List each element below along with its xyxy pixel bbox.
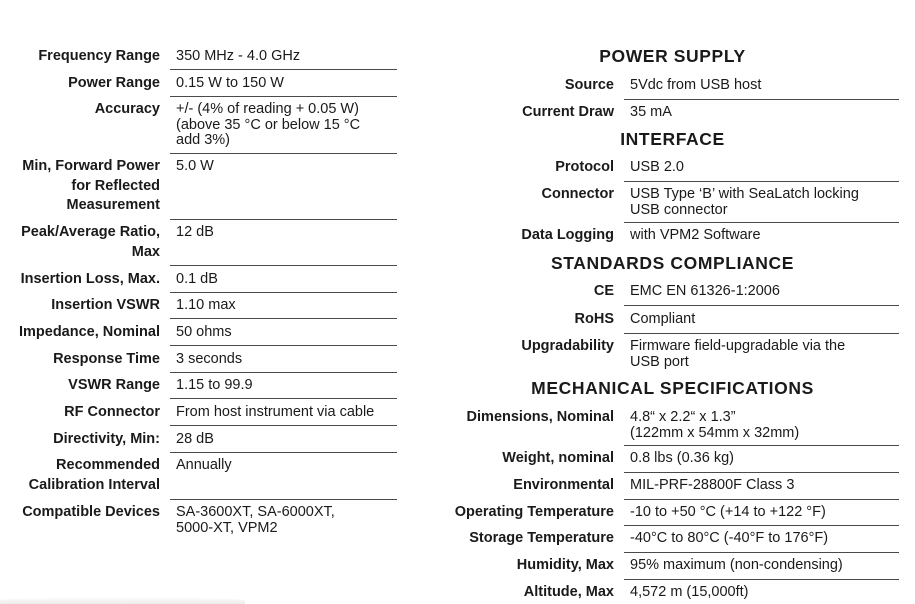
section-title: INTERFACE: [620, 129, 725, 149]
spec-value: 28 dB: [176, 431, 214, 447]
row-divider: [624, 181, 899, 182]
spec-value: 50 ohms: [176, 324, 232, 340]
spec-value: 350 MHz - 4.0 GHz: [176, 48, 301, 64]
spec-row: [0, 323, 420, 340]
spec-row: [0, 100, 420, 148]
spec-label: Protocol: [555, 159, 614, 175]
spec-value: SA-3600XT, SA-6000XT, 5000-XT, VPM2: [176, 504, 335, 536]
spec-value: with VPM2 Software: [630, 227, 761, 243]
spec-row: [0, 430, 420, 447]
spec-label: Compatible Devices: [22, 504, 160, 520]
spec-row: [430, 282, 915, 299]
spec-label: Accuracy: [94, 101, 160, 117]
spec-value: USB Type ‘B’ with SeaLatch locking USB connector: [630, 186, 859, 218]
spec-row: [0, 157, 420, 213]
row-divider: [624, 445, 899, 446]
spec-row: [430, 158, 915, 175]
spec-value: 12 dB: [176, 224, 214, 240]
spec-row: [430, 583, 915, 600]
row-divider: [170, 372, 397, 373]
row-divider: [170, 153, 397, 154]
row-divider: [170, 69, 397, 70]
spec-label: Impedance, Nominal: [18, 324, 160, 340]
spec-value: USB 2.0: [630, 159, 684, 175]
spec-row: [430, 337, 915, 370]
spec-value: Firmware field-upgradable via the USB port: [630, 338, 846, 370]
spec-label: Humidity, Max: [516, 557, 614, 573]
spec-row: [0, 270, 420, 287]
spec-row: [430, 503, 915, 520]
spec-label: Source: [564, 77, 614, 93]
spec-label: RoHS: [574, 311, 614, 327]
left-spec-table: [0, 0, 420, 604]
row-divider: [624, 222, 899, 223]
spec-value: -10 to +50 °C (+14 to +122 °F): [630, 504, 826, 520]
spec-row: [430, 408, 915, 441]
spec-value: MIL-PRF-28800F Class 3: [630, 477, 795, 493]
row-divider: [170, 265, 397, 266]
spec-label: VSWR Range: [68, 377, 160, 393]
spec-row: [0, 223, 420, 260]
spec-row: [430, 449, 915, 466]
spec-label: Dimensions, Nominal: [466, 409, 614, 425]
spec-value: Compliant: [630, 311, 696, 327]
spec-label: Response Time: [53, 351, 160, 367]
row-divider: [624, 305, 899, 306]
spec-row: [0, 403, 420, 420]
spec-label: Connector: [541, 186, 614, 202]
spec-row: [0, 296, 420, 313]
spec-value: -40°C to 80°C (-40°F to 176°F): [630, 530, 829, 546]
spec-row: [430, 226, 915, 243]
row-divider: [170, 96, 397, 97]
spec-label: Environmental: [513, 477, 614, 493]
spec-label: Upgradability: [521, 338, 614, 354]
spec-value: 0.15 W to 150 W: [176, 75, 284, 91]
spec-row: [430, 185, 915, 218]
spec-label: Insertion Loss, Max.: [20, 271, 160, 287]
spec-value: 4.8“ x 2.2“ x 1.3” (122mm x 54mm x 32mm): [630, 409, 800, 441]
spec-value: 5.0 W: [176, 158, 214, 174]
spec-label: Storage Temperature: [469, 530, 614, 546]
spec-value: +/- (4% of reading + 0.05 W) (above 35 °C or below 15 °C add 3%): [176, 101, 361, 148]
spec-label: Peak/Average Ratio, Max: [21, 224, 160, 260]
row-divider: [624, 472, 899, 473]
spec-value: 5Vdc from USB host: [630, 77, 762, 93]
row-divider: [624, 99, 899, 100]
spec-value: 1.15 to 99.9: [176, 377, 253, 393]
spec-label: Frequency Range: [38, 48, 160, 64]
spec-label: Power Range: [68, 75, 160, 91]
right-spec-table: [430, 0, 915, 604]
row-divider: [170, 452, 397, 453]
spec-row: [0, 350, 420, 367]
row-divider: [170, 219, 397, 220]
spec-row: [430, 529, 915, 546]
row-divider: [624, 499, 899, 500]
spec-value: From host instrument via cable: [176, 404, 375, 420]
spec-row: [430, 310, 915, 327]
spec-value: 1.10 max: [176, 297, 236, 313]
spec-row: [0, 503, 420, 536]
section-title: STANDARDS COMPLIANCE: [550, 253, 795, 273]
row-divider: [170, 398, 397, 399]
spec-value: 95% maximum (non-condensing): [630, 557, 843, 573]
row-divider: [624, 525, 899, 526]
spec-row: [0, 74, 420, 91]
spec-value: 4,572 m (15,000ft): [630, 584, 749, 600]
spec-value: 0.8 lbs (0.36 kg): [630, 450, 734, 466]
row-divider: [170, 345, 397, 346]
spec-value: 3 seconds: [176, 351, 243, 367]
spec-value: Annually: [176, 457, 232, 473]
spec-row: [430, 103, 915, 120]
row-divider: [170, 425, 397, 426]
spec-label: CE: [593, 283, 614, 299]
spec-value: 0.1 dB: [176, 271, 218, 287]
spec-label: RF Connector: [64, 404, 160, 420]
spec-value: EMC EN 61326-1:2006: [630, 283, 780, 299]
row-divider: [170, 292, 397, 293]
spec-label: Weight, nominal: [502, 450, 614, 466]
spec-label: Directivity, Min:: [53, 431, 160, 447]
spec-label: Insertion VSWR: [51, 297, 160, 313]
row-divider: [624, 579, 899, 580]
spec-row: [430, 476, 915, 493]
row-divider: [624, 552, 899, 553]
spec-row: [430, 76, 915, 93]
spec-label: Min, Forward Power for Reflected Measurement: [22, 158, 160, 213]
scan-shadow: [0, 597, 245, 604]
spec-label: Operating Temperature: [454, 504, 614, 520]
spec-row: [430, 556, 915, 573]
spec-row: [0, 47, 420, 64]
spec-label: Recommended Calibration Interval: [28, 457, 160, 493]
spec-label: Data Logging: [521, 227, 614, 243]
spec-value: 35 mA: [630, 104, 672, 120]
row-divider: [624, 333, 899, 334]
section-title: MECHANICAL SPECIFICATIONS: [531, 378, 814, 398]
spec-row: [0, 376, 420, 393]
spec-label: Current Draw: [522, 104, 614, 120]
spec-label: Altitude, Max: [523, 584, 614, 600]
row-divider: [170, 318, 397, 319]
row-divider: [170, 499, 397, 500]
spec-row: [0, 456, 420, 493]
section-title: POWER SUPPLY: [599, 46, 746, 66]
